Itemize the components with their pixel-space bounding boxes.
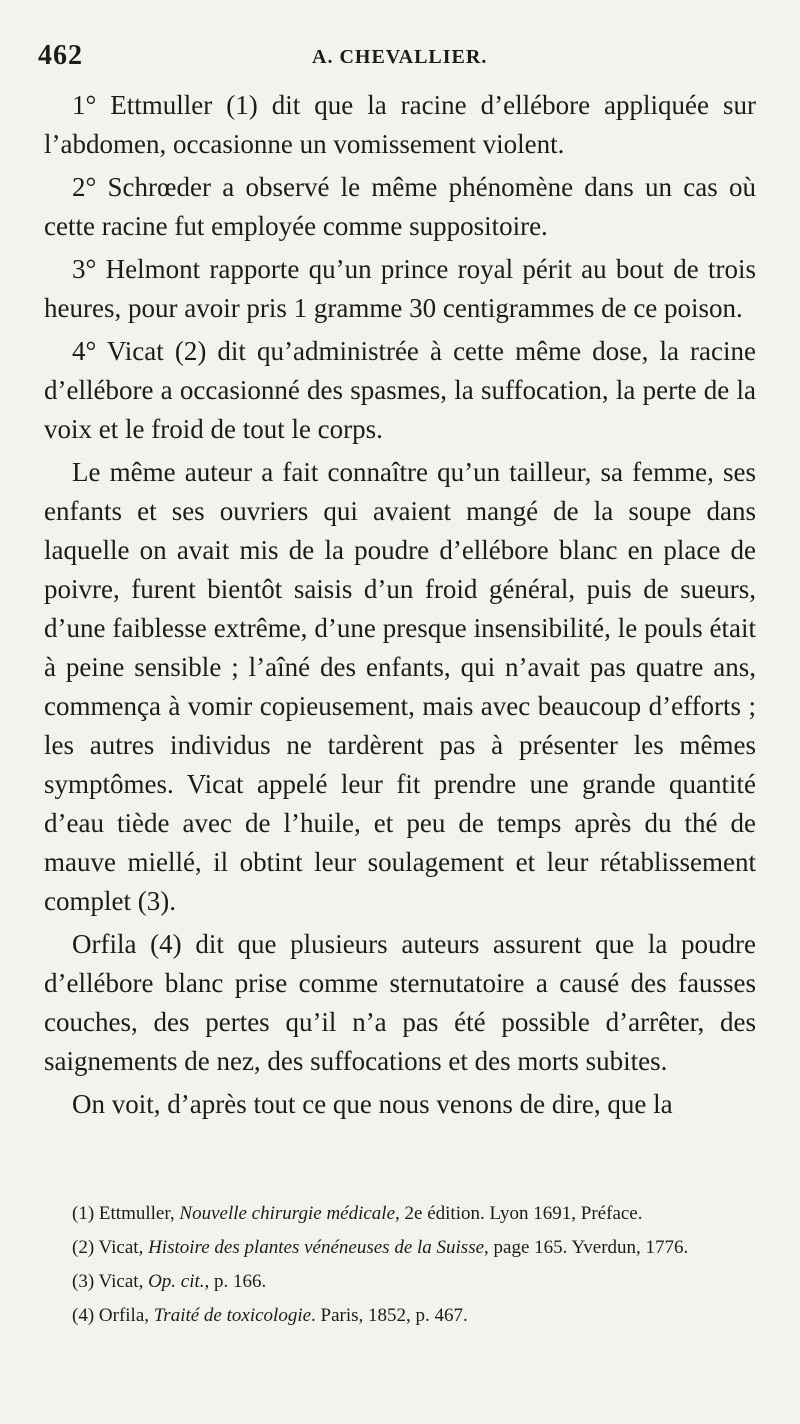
footnote-prefix: (3) Vicat, bbox=[72, 1271, 149, 1292]
footnote-title: Histoire des plantes vénéneuses de la Suisse bbox=[148, 1237, 485, 1258]
footnotes bbox=[44, 1200, 756, 1336]
footnote-suffix: . Paris, 1852, p. 467. bbox=[311, 1305, 468, 1326]
footnote bbox=[44, 1234, 756, 1262]
footnote bbox=[44, 1200, 756, 1228]
page-number: 462 bbox=[38, 40, 83, 71]
paragraph: 3° Helmont rapporte qu’un prince royal périt au bout de trois heures, pour avoir pris 1 gramme 30 centigrammes de ce poison. bbox=[44, 254, 756, 323]
body-text bbox=[44, 86, 756, 1128]
footnote-title: Op. cit. bbox=[148, 1271, 205, 1292]
paragraph: 1° Ettmuller (1) dit que la racine d’ellébore appliquée sur l’abdomen, occasionne un vomissement violent. bbox=[44, 90, 756, 159]
paragraph: Orfila (4) dit que plusieurs auteurs assurent que la poudre d’ellébore blanc prise comme sternutatoire a causé des fausses couches, des pertes qu’il n’a pas été possible d’arrêter, des saignements de nez, des suffocations et des morts subites. bbox=[44, 929, 756, 1076]
footnote-title: Nouvelle chirurgie médicale bbox=[179, 1203, 396, 1224]
footnote-suffix: , page 165. Yverdun, 1776. bbox=[484, 1237, 689, 1258]
page-header bbox=[38, 40, 738, 80]
footnote bbox=[44, 1302, 756, 1330]
footnote-prefix: (4) Orfila, bbox=[72, 1305, 154, 1326]
footnote-prefix: (2) Vicat, bbox=[72, 1237, 149, 1258]
footnote-prefix: (1) Ettmuller, bbox=[72, 1203, 180, 1224]
footnote-title: Traité de toxicologie bbox=[153, 1305, 312, 1326]
footnote-suffix: , 2e édition. Lyon 1691, Préface. bbox=[395, 1203, 643, 1224]
paragraph: 4° Vicat (2) dit qu’administrée à cette même dose, la racine d’ellébore a occasionné des spasmes, la suffocation, la perte de la voix et le froid de tout le corps. bbox=[44, 336, 756, 444]
paragraph: 2° Schrœder a observé le même phénomène dans un cas où cette racine fut employée comme suppositoire. bbox=[44, 172, 756, 241]
paragraph: On voit, d’après tout ce que nous venons de dire, que la bbox=[72, 1089, 673, 1119]
footnote-suffix: , p. 166. bbox=[204, 1271, 267, 1292]
footnote bbox=[44, 1268, 756, 1296]
running-head: A. CHEVALLIER. bbox=[312, 46, 488, 68]
paragraph: Le même auteur a fait connaître qu’un tailleur, sa femme, ses enfants et ses ouvriers qui avaient mangé de la soupe dans laquelle on avait mis de la poudre d’ellébore blanc en place de poivre, furent bientôt saisis d’un froid général, puis de sueurs, d’une faiblesse extrême, d’une presque insensibilité, le pouls était à peine sensible ; l’aîné des enfants, qui n’avait pas quatre ans, commença à vomir copieusement, mais avec beaucoup d’efforts ; les autres individus ne tardèrent pas à présenter les mêmes symptômes. Vicat appelé leur fit prendre une grande quantité d’eau tiède avec de l’huile, et peu de temps après du thé de mauve miellé, il obtint leur soulagement et leur rétablissement complet (3). bbox=[44, 457, 756, 916]
